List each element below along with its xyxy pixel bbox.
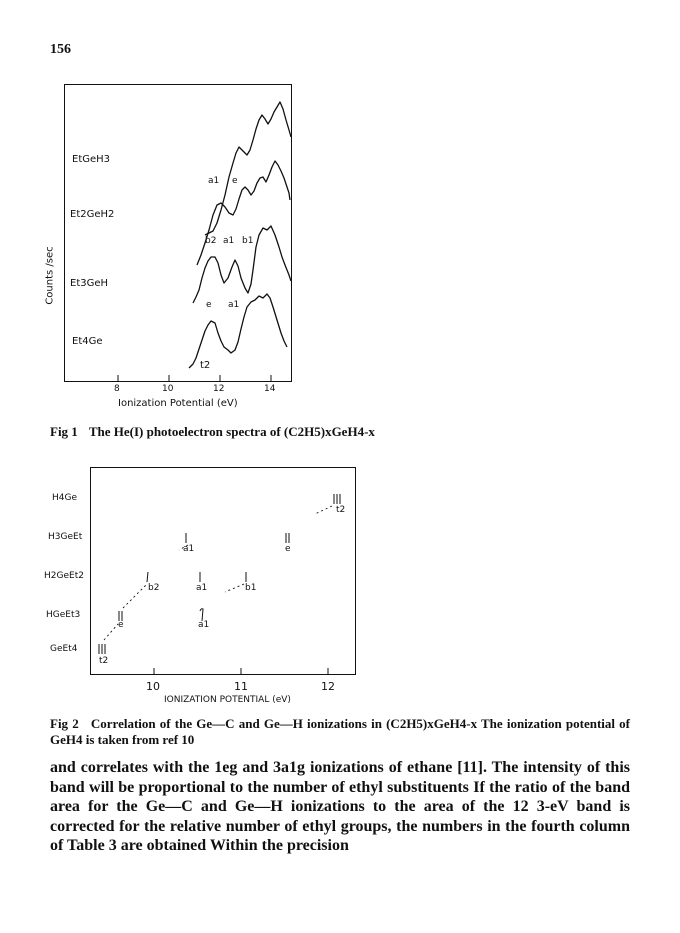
band-label: t2 bbox=[99, 656, 109, 666]
band-label: a1 bbox=[208, 176, 220, 186]
spectrum-etgeh3 bbox=[205, 102, 291, 235]
figure-1-caption-text: The He(I) photoelectron spectra of (C2H5)xGeH4-x bbox=[88, 424, 375, 439]
band-label: a1 bbox=[198, 620, 210, 630]
band-label: b2 bbox=[205, 236, 217, 246]
band-label: b1 bbox=[242, 236, 254, 246]
band-label: e bbox=[232, 176, 238, 186]
compound-label-et3geh: Et3GeH bbox=[70, 278, 109, 289]
figure-2-xlabel: IONIZATION POTENTIAL (eV) bbox=[164, 695, 291, 705]
x-tick-label: 11 bbox=[234, 680, 248, 693]
figure-2-ylabel: GeEt4 bbox=[50, 644, 78, 654]
figure-2-ylabel: HGeEt3 bbox=[46, 610, 81, 620]
band-label: t2 bbox=[200, 360, 211, 371]
band-label: a1 bbox=[228, 300, 240, 310]
body-paragraph-text: and correlates with the 1eg and 3a1g ionizations of ethane [11]. The intensity of this band will be proportional to the number of ethyl substituents If the ratio of the band area for the Ge—C and Ge—H ionizations to the area of the 12 3-eV band is corrected for the relative number of ethyl groups, the numbers in the fourth column of Table 3 are obtained Within the precision bbox=[50, 759, 630, 854]
band-label: b2 bbox=[148, 583, 160, 593]
compound-label-et2geh2: Et2GeH2 bbox=[70, 209, 115, 220]
band-label: a1 bbox=[223, 236, 235, 246]
band-label: t2 bbox=[336, 505, 346, 515]
page-number: 156 bbox=[50, 42, 71, 57]
figure-2-plot-frame bbox=[90, 467, 356, 675]
figure-1-caption-label: Fig 1 bbox=[50, 424, 78, 439]
figure-2-correlation bbox=[91, 468, 355, 674]
band-label: a1 bbox=[183, 544, 195, 554]
figure-1-ylabel: Counts /sec bbox=[44, 246, 56, 305]
figure-1-xlabel: Ionization Potential (eV) bbox=[118, 398, 238, 409]
figure-1-caption bbox=[50, 424, 630, 440]
correlation-line bbox=[123, 585, 146, 608]
band-label: e bbox=[285, 544, 291, 554]
band-label: e bbox=[206, 300, 212, 310]
x-tick-label: 14 bbox=[264, 384, 276, 394]
correlation-line bbox=[225, 584, 244, 592]
figure-2-ylabel: H3GeEt bbox=[48, 532, 83, 542]
x-tick-label: 12 bbox=[213, 384, 225, 394]
x-tick-label: 10 bbox=[162, 384, 174, 394]
body-paragraph bbox=[50, 758, 630, 856]
x-tick-label: 10 bbox=[146, 680, 160, 693]
figure-2-caption bbox=[50, 716, 630, 748]
figure-2-caption-label: Fig 2 bbox=[50, 716, 79, 731]
compound-label-et4ge: Et4Ge bbox=[72, 336, 103, 347]
x-tick-label: 8 bbox=[114, 384, 120, 394]
figure-2-ylabel: H4Ge bbox=[52, 493, 78, 503]
correlation-line bbox=[315, 506, 332, 514]
band-label: b1 bbox=[245, 583, 257, 593]
figure-2-ylabel: H2GeEt2 bbox=[44, 571, 84, 581]
compound-label-etgeh3: EtGeH3 bbox=[72, 154, 111, 165]
correlation-bar bbox=[147, 572, 148, 582]
band-label: e bbox=[118, 620, 124, 630]
band-label: a1 bbox=[196, 583, 208, 593]
figure-2-caption-text: Correlation of the Ge—C and Ge—H ionizations in (C2H5)xGeH4-x The ionization potential of GeH4 is taken from ref 10 bbox=[50, 716, 630, 747]
correlation-line bbox=[104, 624, 118, 640]
x-tick-label: 12 bbox=[321, 680, 335, 693]
